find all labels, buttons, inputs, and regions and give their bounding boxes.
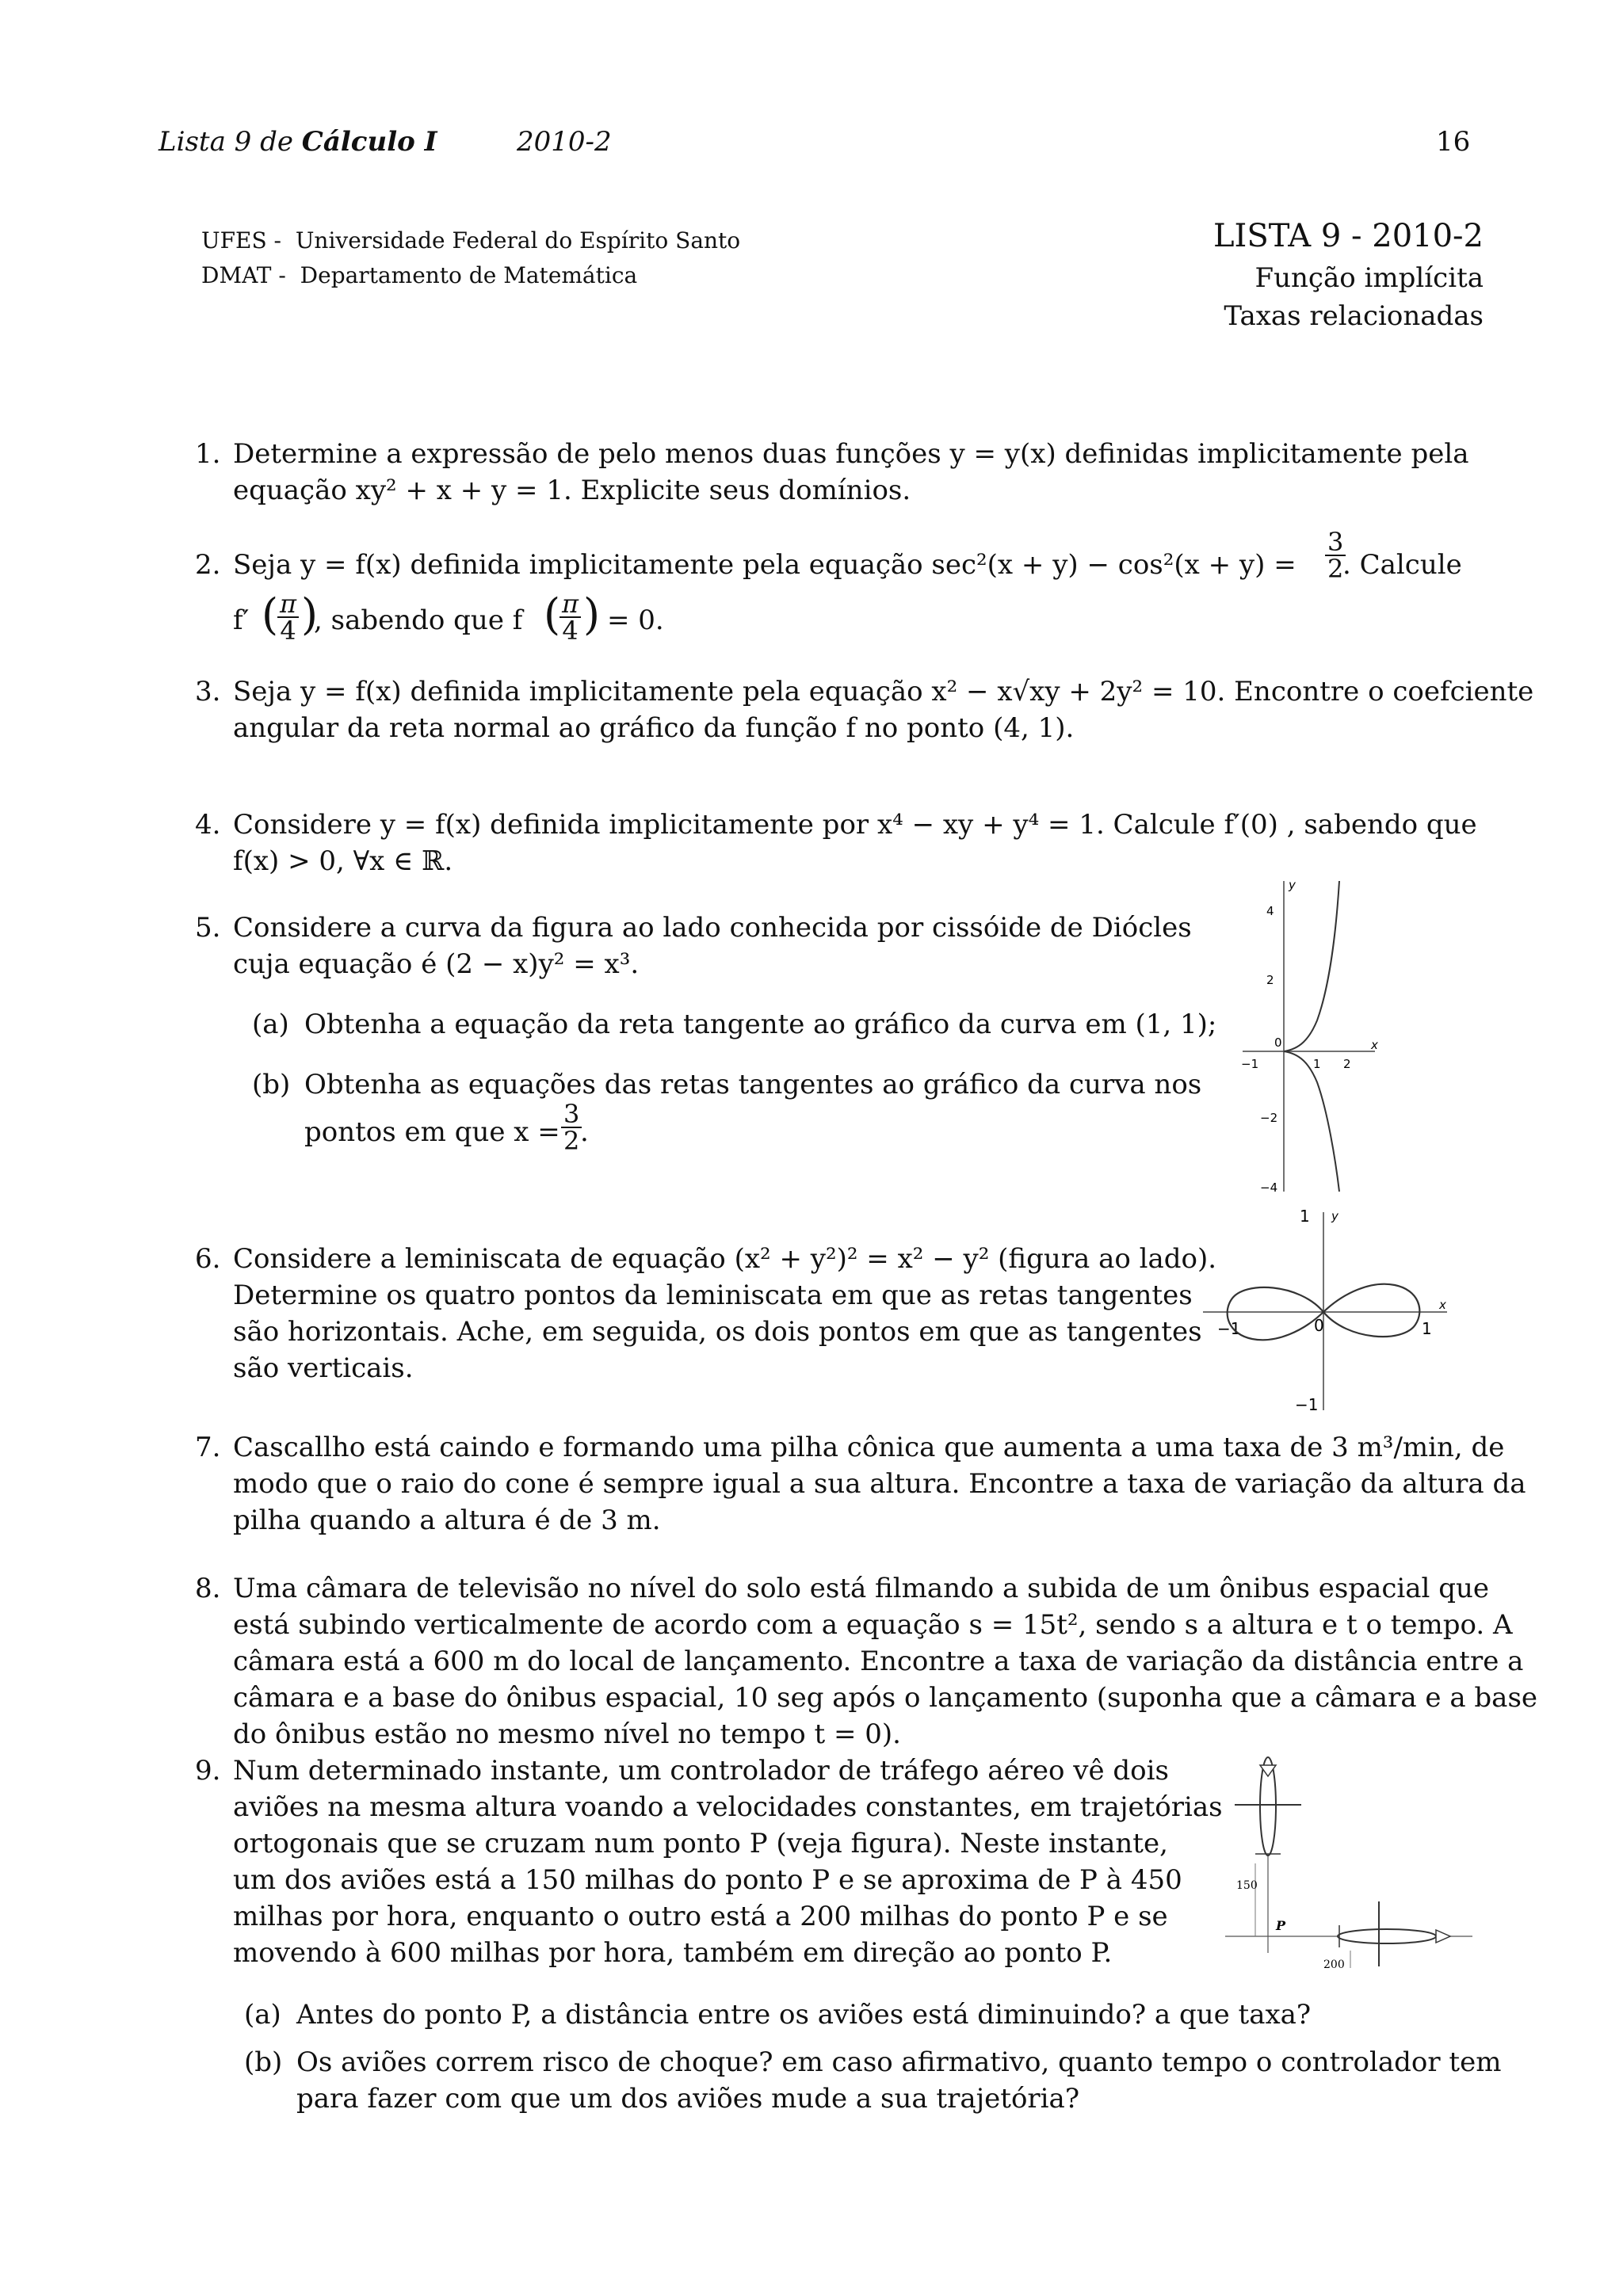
problem-8-line-3: câmara está a 600 m do local de lançamento. Encontre a taxa de variação da distância entre a [233,1646,1524,1677]
problem-9-line-6: movendo à 600 milhas por hora, também em direção ao ponto P. [233,1937,1113,1969]
institution-line-1 [201,223,740,258]
pi-a: π [277,591,299,618]
paren-open-2: ( [544,589,561,639]
cissoid-lower-branch [1284,1051,1339,1192]
problem-5b-fraction [561,1101,582,1154]
tick-neg1: −1 [1241,1057,1259,1071]
dmat-name: Departamento de Matemática [300,262,638,288]
problem-5b-text-2 [304,1101,780,1165]
cissoid-figure [1220,881,1379,1198]
tick-neg2: −2 [1260,1111,1278,1125]
frac-denominator: 2 [1327,554,1344,584]
lemniscate-x-label: x [1439,1298,1446,1312]
problem-3-line-2: angular da reta normal ao gráfico da função f no ponto (4, 1). [233,712,1075,744]
problem-5-line-2: cuja equação é (2 − x)y² = x³. [233,948,640,980]
label-150: 150 [1236,1879,1258,1892]
tick-neg1y: −1 [1295,1395,1319,1414]
problem-2-calcule: . Calcule [1342,549,1462,581]
cissoid-x-label: x [1371,1038,1378,1052]
problem-6-line-4: são verticais. [233,1352,414,1384]
cissoid-y-label: y [1289,881,1296,892]
label-200: 200 [1323,1958,1345,1971]
problem-7-number: 7. [195,1432,221,1463]
label-P: P [1276,1918,1286,1933]
problem-1-number: 1. [195,438,221,470]
problem-8-number: 8. [195,1573,221,1604]
tick-0: 0 [1274,1035,1282,1050]
paren-close-2: ) [583,589,601,639]
problem-9a-text: Antes do ponto P, a distância entre os aviões está diminuindo? a que taxa? [296,1999,1312,2031]
page-number: 16 [1436,126,1471,158]
sabendo-que: , sabendo que f [314,605,523,636]
problem-9b-text-2: para fazer com que um dos aviões mude a sua trajetória? [296,2083,1080,2115]
plane-horizontal-icon [1338,1901,1450,1966]
problem-2-equation: Seja y = f(x) definida implicitamente pela equação sec²(x + y) − cos²(x + y) = [233,549,1296,581]
problem-9-line-2: aviões na mesma altura voando a velocidades constantes, em trajetórias [233,1791,1223,1823]
problem-7-line-3: pilha quando a altura é de 3 m. [233,1505,661,1536]
lemniscate-y-label: y [1331,1209,1338,1223]
problem-1-line-1: Determine a expressão de pelo menos duas funções y = y(x) definidas implicitamente pela [233,438,1469,470]
problem-1-line-2: equação xy² + x + y = 1. Explicite seus domínios. [233,475,911,506]
institution-line-2 [201,258,637,293]
problem-4-number: 4. [195,809,221,841]
problem-6-line-2: Determine os quatro pontos da leminiscata em que as retas tangentes [233,1280,1193,1311]
pi-over-4-b [559,589,581,646]
problem-9-line-1: Num determinado instante, um controlador de tráfego aéreo vê dois [233,1755,1169,1787]
problem-8-line-5: do ônibus estão no mesmo nível no tempo t = 0). [233,1718,901,1750]
cissoid-upper-branch [1284,881,1339,1051]
problem-2-line-2 [233,586,867,650]
tick-4: 4 [1266,904,1274,918]
four-b: 4 [562,616,579,646]
problem-3-line-1: Seja y = f(x) definida implicitamente pela equação x² − x√xy + 2y² = 10. Encontre o coefciente [233,676,1534,707]
running-header [158,124,437,160]
problem-3-number: 3. [195,676,221,707]
tick-1: 1 [1313,1057,1321,1071]
planes-figure [1220,1743,1474,1973]
problem-8-line-2: está subindo verticalmente de acordo com a equação s = 15t², sendo s a altura e t o tempo. A [233,1609,1513,1641]
b-period: . [580,1116,589,1148]
pontos-em-que: pontos em que x = [304,1116,560,1148]
four-a: 4 [280,616,296,646]
header-term: 2010-2 [517,126,612,158]
problem-9b-label: (b) [244,2046,283,2078]
problem-9b-text: Os aviões correm risco de choque? em caso afirmativo, quanto tempo o controlador tem [296,2046,1502,2078]
problem-8-line-4: câmara e a base do ônibus espacial, 10 seg após o lançamento (suponha que a câmara e a base [233,1682,1538,1714]
header-course-bold: Cálculo I [301,126,437,158]
problem-5a-text: Obtenha a equação da reta tangente ao gráfico da curva em (1, 1); [304,1009,1217,1040]
paren-close: ) [301,589,319,639]
problem-9-line-4: um dos aviões está a 150 milhas do ponto P e se aproxima de P à 450 [233,1864,1182,1896]
ufes-name: Universidade Federal do Espírito Santo [295,227,741,254]
tick-1y: 1 [1300,1207,1310,1226]
b-frac-den: 2 [563,1126,580,1156]
tick-neg1x: −1 [1217,1319,1241,1338]
tick-x2: 2 [1343,1057,1351,1071]
problem-2-line-1 [233,529,1469,585]
tick-neg4: −4 [1260,1180,1278,1195]
problem-8-line-1: Uma câmara de televisão no nível do solo está filmando a subida de um ônibus espacial que [233,1573,1490,1604]
topic-implicit: Função implícita [1254,262,1484,294]
pi-b: π [559,591,581,618]
tick-0: 0 [1314,1316,1324,1335]
lemniscate-figure [1197,1204,1450,1418]
dmat-abbr: DMAT - [201,262,286,288]
equals-zero: = 0. [607,605,664,636]
topic-related-rates: Taxas relacionadas [1224,300,1484,332]
tick-2: 2 [1266,973,1274,987]
paren-open: ( [262,589,279,639]
problem-9-number: 9. [195,1755,221,1787]
f-prime: f′ [233,605,250,636]
problem-4-line-2: f(x) > 0, ∀x ∈ ℝ. [233,845,453,877]
header-course: Lista 9 de [158,126,302,158]
problem-9-line-3: ortogonais que se cruzam num ponto P (veja figura). Neste instante, [233,1828,1168,1859]
problem-5a-label: (a) [252,1009,289,1040]
problem-2-number: 2. [195,549,221,581]
problem-7-line-1: Cascallho está caindo e formando uma pilha cônica que aumenta a uma taxa de 3 m³/min, de [233,1432,1505,1463]
problem-7-line-2: modo que o raio do cone é sempre igual a sua altura. Encontre a taxa de variação da altura da [233,1468,1526,1500]
problem-6-line-3: são horizontais. Ache, em seguida, os dois pontos em que as tangentes [233,1316,1202,1348]
problem-9a-label: (a) [244,1999,281,2031]
problem-9-line-5: milhas por hora, enquanto o outro está a 200 milhas do ponto P e se [233,1901,1168,1932]
problem-5-number: 5. [195,912,221,944]
tick-1x: 1 [1422,1319,1432,1338]
plane-vertical-icon [1235,1757,1301,1855]
problem-5b-label: (b) [252,1069,291,1100]
problem-4-line-1: Considere y = f(x) definida implicitamente por x⁴ − xy + y⁴ = 1. Calcule f′(0) , sabendo que [233,809,1477,841]
problem-6-number: 6. [195,1243,221,1275]
list-title: LISTA 9 - 2010-2 [1212,218,1484,254]
frac-numerator: 3 [1325,529,1346,556]
problem-6-line-1: Considere a leminiscata de equação (x² + y²)² = x² − y² (figura ao lado). [233,1243,1217,1275]
b-frac-num: 3 [561,1101,582,1128]
problem-5-line-1: Considere a curva da figura ao lado conhecida por cissóide de Diócles [233,912,1192,944]
problem-5b-text: Obtenha as equações das retas tangentes ao gráfico da curva nos [304,1069,1202,1100]
pi-over-4-a [277,589,299,646]
ufes-abbr: UFES - [201,227,282,254]
